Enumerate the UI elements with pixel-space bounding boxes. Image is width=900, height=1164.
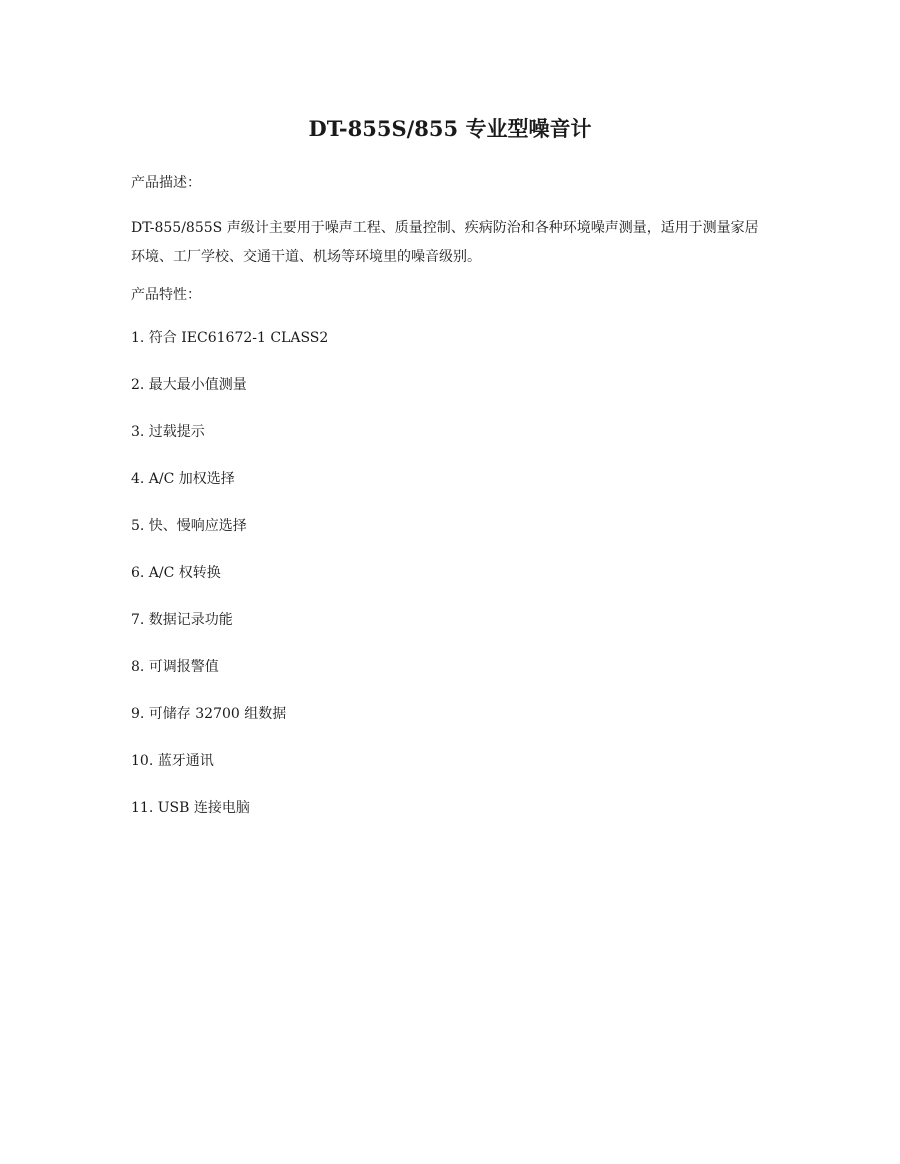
feature-item: 3. 过载提示 [131, 424, 205, 440]
feature-item: 1. 符合 IEC61672-1 CLASS2 [131, 330, 329, 346]
document-title: DT-855S/855 专业型噪音计 [308, 116, 592, 141]
feature-item: 7. 数据记录功能 [131, 612, 233, 628]
feature-item: 6. A/C 权转换 [131, 565, 221, 581]
feature-item: 5. 快、慢响应选择 [131, 518, 247, 534]
feature-item: 4. A/C 加权选择 [131, 471, 235, 487]
feature-item: 2. 最大最小值测量 [131, 377, 247, 393]
feature-item: 9. 可储存 32700 组数据 [131, 706, 287, 722]
features-heading: 产品特性： [131, 287, 201, 303]
product-description: DT-855/855S 声级计主要用于噪声工程、质量控制、疾病防治和各种环境噪声测量，适用于测量家居环境、工厂学校、交通干道、机场等环境里的噪音级别。 [131, 220, 759, 265]
document-body [131, 171, 771, 843]
feature-list [131, 326, 771, 820]
description-heading: 产品描述： [131, 175, 201, 191]
feature-item: 11. USB 连接电脑 [131, 800, 250, 816]
feature-item: 10. 蓝牙通讯 [131, 753, 214, 769]
feature-item: 8. 可调报警值 [131, 659, 219, 675]
